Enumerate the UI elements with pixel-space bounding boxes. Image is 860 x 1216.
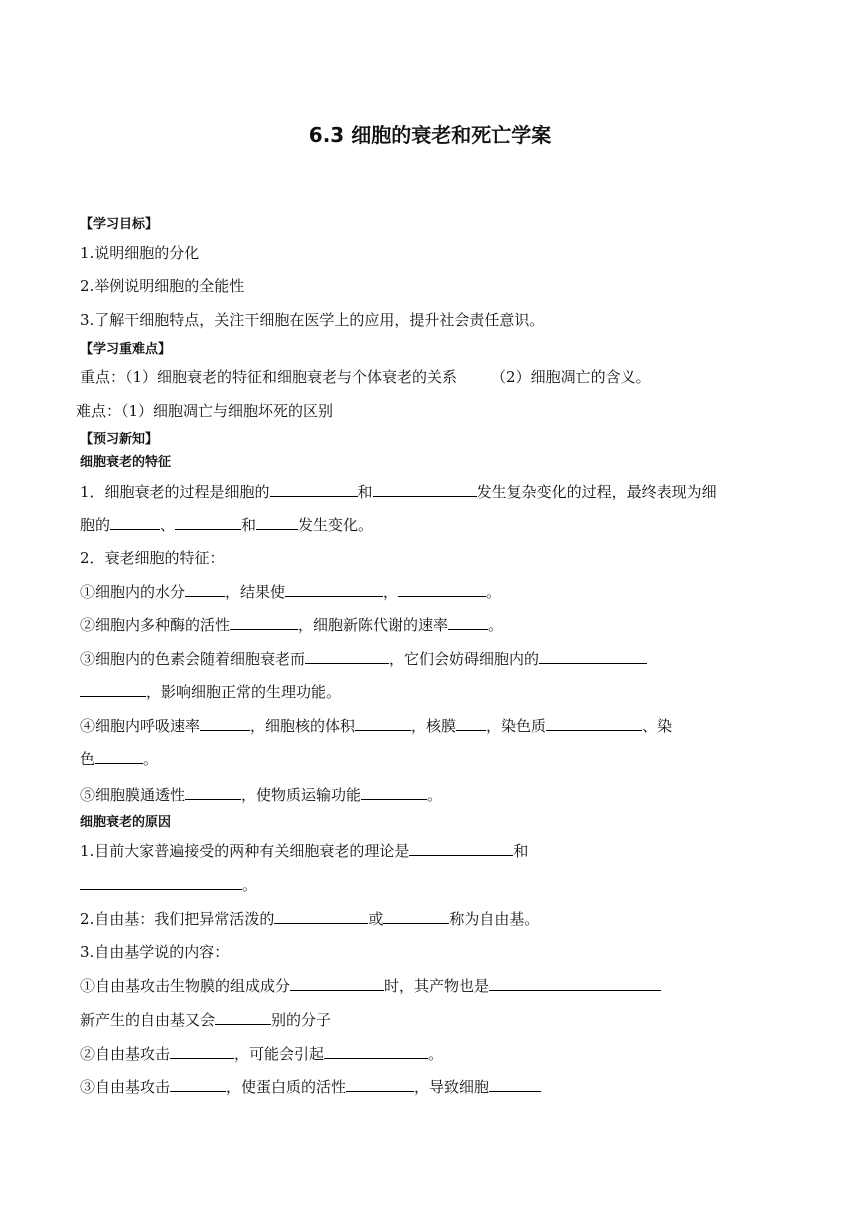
question-text: 、 <box>160 516 176 534</box>
answer-blank[interactable] <box>361 784 427 800</box>
answer-blank[interactable] <box>324 1043 428 1059</box>
objective-item: 3.了解干细胞特点，关注干细胞在医学上的应用，提升社会责任意识。 <box>80 311 545 329</box>
answer-blank[interactable] <box>456 715 486 731</box>
question-text: 或 <box>368 910 384 928</box>
objectives-heading: 【学习目标】 <box>80 217 159 232</box>
question-text: 1．细胞衰老的过程是细胞的 <box>80 483 270 501</box>
question-text: 称为自由基。 <box>449 910 540 928</box>
question-text: 胞的 <box>80 516 111 534</box>
question-text: 新产生的自由基又会 <box>80 1011 216 1029</box>
answer-blank[interactable] <box>230 614 298 630</box>
key-point-zhongdian <box>80 367 651 387</box>
answer-blank[interactable] <box>383 908 449 924</box>
question-text: ， <box>383 583 399 601</box>
question-text: 和 <box>513 842 529 860</box>
feature-2 <box>80 614 503 635</box>
answer-blank[interactable] <box>185 581 225 597</box>
answer-blank[interactable] <box>170 1076 226 1092</box>
answer-blank[interactable] <box>373 481 477 497</box>
answer-blank[interactable] <box>256 514 298 530</box>
answer-blank[interactable] <box>215 1009 271 1025</box>
objective-item: 1.说明细胞的分化 <box>80 244 200 262</box>
cause-2 <box>80 908 539 929</box>
question-text: ④细胞内呼吸速率 <box>80 717 201 735</box>
question-text: 发生复杂变化的过程，最终表现为细 <box>476 483 717 501</box>
theory-3 <box>80 1076 541 1097</box>
cause-3: 3.自由基学说的内容： <box>80 943 230 961</box>
feature-3-cont <box>80 681 341 702</box>
question-text: 和 <box>357 483 373 501</box>
question-text: ⑤细胞膜通透性 <box>80 786 186 804</box>
answer-blank[interactable] <box>489 1076 541 1092</box>
question-text: ，细胞新陈代谢的速率 <box>298 616 449 634</box>
answer-blank[interactable] <box>80 874 242 890</box>
theory-1 <box>80 975 661 996</box>
answer-blank[interactable] <box>398 581 486 597</box>
cause-1-cont <box>80 874 257 895</box>
question-text: ，导致细胞 <box>414 1078 490 1096</box>
feature-4-cont <box>80 748 158 769</box>
answer-blank[interactable] <box>290 975 384 991</box>
answer-blank[interactable] <box>80 681 146 697</box>
preview-heading: 【预习新知】 <box>80 432 159 447</box>
question-text: ，结果使 <box>225 583 286 601</box>
theory-2 <box>80 1043 443 1064</box>
question-text: 1.目前大家普遍接受的两种有关细胞衰老的理论是 <box>80 842 410 860</box>
question-text: ，影响细胞正常的生理功能。 <box>146 683 342 701</box>
key-point-text: 重点：（1）细胞衰老的特征和细胞衰老与个体衰老的关系 <box>80 368 458 386</box>
question-text: ，使物质运输功能 <box>241 786 362 804</box>
cause-1 <box>80 840 528 861</box>
page-title: 6.3 细胞的衰老和死亡学案 <box>308 123 552 147</box>
feature-1 <box>80 581 501 602</box>
answer-blank[interactable] <box>448 614 488 630</box>
objective-item: 2.举例说明细胞的全能性 <box>80 277 245 295</box>
question-text: 2.自由基：我们把异常活泼的 <box>80 910 275 928</box>
question-text: ，可能会引起 <box>234 1045 325 1063</box>
answer-blank[interactable] <box>546 715 642 731</box>
question-text: ，核膜 <box>411 717 457 735</box>
answer-blank[interactable] <box>274 908 368 924</box>
question-1-cont <box>80 514 373 535</box>
answer-blank[interactable] <box>200 715 250 731</box>
answer-blank[interactable] <box>489 975 661 991</box>
section-heading: 细胞衰老的特征 <box>80 455 172 470</box>
question-text: 。 <box>488 616 504 634</box>
feature-3 <box>80 648 647 669</box>
theory-1-cont <box>80 1009 331 1030</box>
question-text: ，细胞核的体积 <box>250 717 356 735</box>
question-text: ③细胞内的色素会随着细胞衰老而 <box>80 650 306 668</box>
question-text: 。 <box>486 583 502 601</box>
question-text: 别的分子 <box>271 1011 332 1029</box>
question-text: ，使蛋白质的活性 <box>226 1078 347 1096</box>
answer-blank[interactable] <box>185 784 241 800</box>
key-point-text: （2）细胞凋亡的含义。 <box>491 368 651 386</box>
question-text: 。 <box>427 786 443 804</box>
question-2: 2．衰老细胞的特征： <box>80 549 225 567</box>
answer-blank[interactable] <box>355 715 411 731</box>
question-text: 。 <box>143 750 159 768</box>
answer-blank[interactable] <box>175 514 241 530</box>
question-text: 。 <box>242 876 258 894</box>
key-point-nandian: 难点：（1）细胞凋亡与细胞坏死的区别 <box>76 402 334 420</box>
answer-blank[interactable] <box>346 1076 414 1092</box>
answer-blank[interactable] <box>95 748 143 764</box>
question-text: ，它们会妨碍细胞内的 <box>389 650 540 668</box>
question-text: 发生变化。 <box>298 516 374 534</box>
answer-blank[interactable] <box>539 648 647 664</box>
section-heading: 细胞衰老的原因 <box>80 815 172 830</box>
answer-blank[interactable] <box>285 581 383 597</box>
key-points-heading: 【学习重难点】 <box>80 342 172 357</box>
question-text: ①自由基攻击生物膜的组成成分 <box>80 977 291 995</box>
feature-5 <box>80 784 442 805</box>
question-text: 。 <box>428 1045 444 1063</box>
answer-blank[interactable] <box>110 514 160 530</box>
answer-blank[interactable] <box>270 481 358 497</box>
feature-4 <box>80 715 672 736</box>
question-text: ③自由基攻击 <box>80 1078 171 1096</box>
question-1 <box>80 481 717 502</box>
question-text: ，染色质 <box>486 717 547 735</box>
question-text: 、染 <box>642 717 673 735</box>
answer-blank[interactable] <box>170 1043 234 1059</box>
question-text: ②细胞内多种酶的活性 <box>80 616 231 634</box>
question-text: 时，其产物也是 <box>384 977 490 995</box>
answer-blank[interactable] <box>305 648 389 664</box>
question-text: 和 <box>241 516 257 534</box>
question-text: 色 <box>80 750 96 768</box>
question-text: ①细胞内的水分 <box>80 583 186 601</box>
answer-blank[interactable] <box>409 840 513 856</box>
question-text: ②自由基攻击 <box>80 1045 171 1063</box>
